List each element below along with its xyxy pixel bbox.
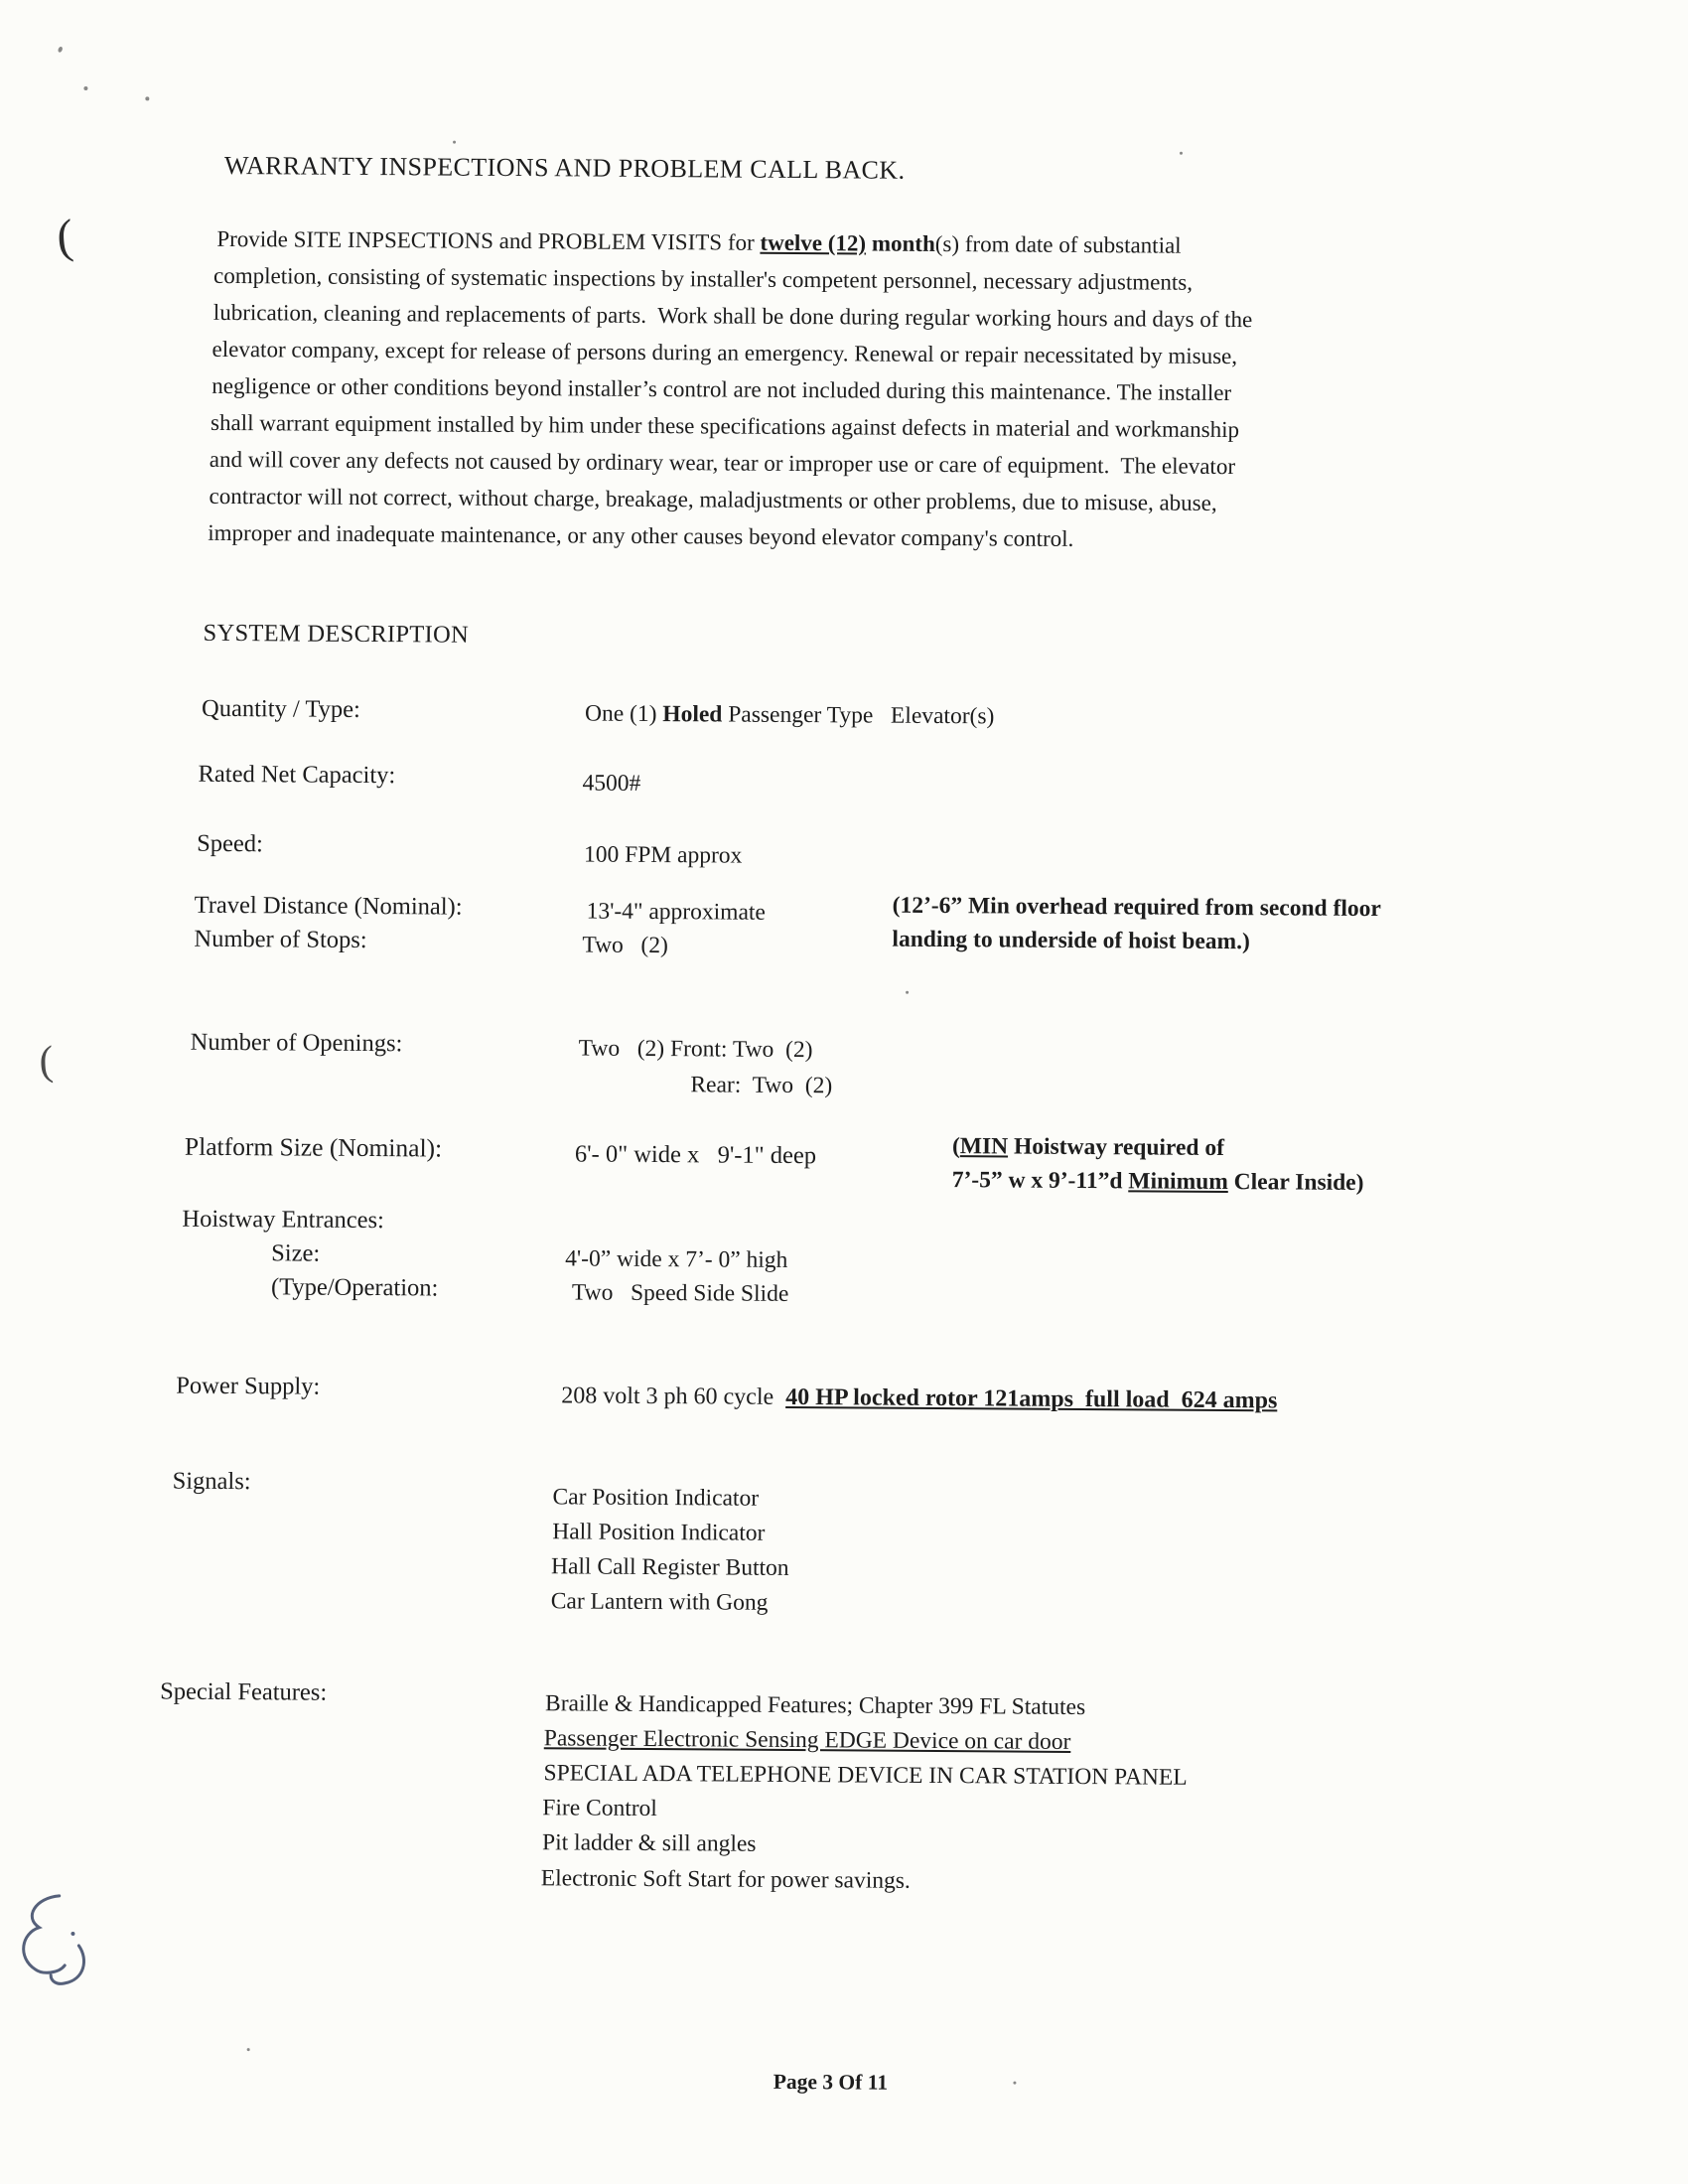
note-text: Clear Inside) xyxy=(1227,1169,1364,1197)
spec-label-special-features: Special Features: xyxy=(160,1677,328,1706)
signal-item: Hall Call Register Button xyxy=(550,1553,789,1581)
spec-value-hoistway-type-operation: Two Speed Side Slide xyxy=(571,1279,789,1307)
spec-note-min-hoistway xyxy=(952,1167,1364,1197)
paragraph-line: negligence or other conditions beyond installer’s control are not included during this maintenance. The installer xyxy=(211,372,1232,406)
binding-mark: ( xyxy=(38,1038,55,1086)
spec-note-overhead: (12’-6” Min overhead required from second floor xyxy=(892,892,1381,923)
spec-label-hoistway-type-operation: (Type/Operation: xyxy=(270,1273,439,1302)
scan-speck xyxy=(58,46,64,53)
spec-label-speed: Speed: xyxy=(197,829,263,858)
paragraph-line: improper and inadequate maintenance, or any other causes beyond elevator company's control. xyxy=(208,519,1074,551)
note-underline-text: MIN xyxy=(959,1133,1009,1160)
value-text: 208 volt 3 ph 60 cycle xyxy=(561,1383,786,1410)
scan-speck xyxy=(83,86,87,90)
scan-speck xyxy=(1180,152,1183,155)
paragraph-text: Provide SITE INPSECTIONS and PROBLEM VISITS for xyxy=(216,225,761,255)
paragraph-line: contractor will not correct, without charge, breakage, maladjustments or other problems, due to misuse, abuse, xyxy=(209,483,1217,515)
spec-value-platform-size: 6'- 0" wide x 9'-1" deep xyxy=(574,1140,817,1170)
spec-value-rated-net-capacity: 4500# xyxy=(582,770,641,797)
value-bold-underline-text: 40 HP locked rotor 121amps full load 624 amps xyxy=(785,1383,1278,1414)
spec-label-quantity-type: Quantity / Type: xyxy=(201,694,360,723)
scan-speck xyxy=(145,96,149,100)
note-text: Hoistway required of xyxy=(1008,1133,1225,1162)
bold-term: month xyxy=(866,230,935,256)
value-bold-text: Holed xyxy=(662,701,723,728)
spec-value-number-of-stops: Two (2) xyxy=(582,932,668,959)
spec-label-platform-size: Platform Size (Nominal): xyxy=(184,1131,443,1163)
signal-item: Car Lantern with Gong xyxy=(550,1588,769,1616)
spec-label-hoistway-entrances: Hoistway Entrances: xyxy=(182,1205,385,1235)
spec-label-signals: Signals: xyxy=(172,1467,251,1496)
paragraph-line: shall warrant equipment installed by him under these specifications against defects in material and workmanship xyxy=(210,409,1240,443)
value-text: Passenger Type Elevator(s) xyxy=(722,701,995,730)
special-feature-item: Electronic Soft Start for power savings. xyxy=(540,1865,911,1894)
document-title: WARRANTY INSPECTIONS AND PROBLEM CALL BACK. xyxy=(223,150,906,185)
paragraph-line: elevator company, except for release of persons during an emergency. Renewal or repair necessitated by misuse, xyxy=(211,336,1238,369)
spec-value-travel-distance: 13'-4" approximate xyxy=(586,898,766,926)
special-feature-item: SPECIAL ADA TELEPHONE DEVICE IN CAR STATION PANEL xyxy=(543,1760,1188,1791)
spec-label-power-supply: Power Supply: xyxy=(176,1372,321,1400)
spec-label-hoistway-size: Size: xyxy=(271,1239,321,1267)
spec-note-overhead: landing to underside of hoist beam.) xyxy=(892,926,1250,955)
special-feature-item: Passenger Electronic Sensing EDGE Device on car door xyxy=(543,1725,1071,1755)
page-number: Page 3 Of 11 xyxy=(773,2069,889,2095)
signal-item: Hall Position Indicator xyxy=(552,1519,766,1546)
paragraph-text: (s) from date of substantial xyxy=(934,230,1182,258)
special-feature-item: Fire Control xyxy=(542,1795,657,1822)
special-feature-item: Pit ladder & sill angles xyxy=(542,1829,757,1857)
binding-mark: ( xyxy=(55,210,75,264)
pen-scribble xyxy=(7,1883,102,1998)
paragraph-line: completion, consisting of systematic inspections by installer's competent personnel, necessary adjustments, xyxy=(213,262,1194,295)
paragraph-line xyxy=(216,226,1181,259)
spec-value-openings-rear: Rear: Two (2) xyxy=(690,1072,833,1099)
note-text: 7’-5” w x 9’-11”d xyxy=(951,1167,1129,1195)
spec-value-openings-front: Two (2) Front: Two (2) xyxy=(578,1035,813,1064)
paragraph-line: and will cover any defects not caused by ordinary wear, tear or improper use or care of equipment. The elevator xyxy=(209,446,1236,480)
spec-value-speed: 100 FPM approx xyxy=(583,841,743,869)
value-text: One (1) xyxy=(584,700,663,728)
scan-speck xyxy=(906,991,909,994)
emphasized-term: twelve (12) xyxy=(760,229,867,256)
spec-value-quantity-type xyxy=(585,701,995,731)
spec-label-travel-distance: Travel Distance (Nominal): xyxy=(194,891,463,921)
spec-label-number-of-stops: Number of Stops: xyxy=(194,925,367,953)
signal-item: Car Position Indicator xyxy=(552,1484,760,1512)
spec-value-hoistway-size: 4'-0” wide x 7’- 0” high xyxy=(565,1245,788,1273)
spec-label-rated-net-capacity: Rated Net Capacity: xyxy=(198,760,396,790)
note-underline-text: Minimum xyxy=(1128,1168,1228,1196)
spec-note-min-hoistway xyxy=(952,1133,1224,1162)
note-text: ( xyxy=(951,1133,960,1160)
spec-label-number-of-openings: Number of Openings: xyxy=(190,1028,403,1058)
section-heading: SYSTEM DESCRIPTION xyxy=(203,619,470,649)
special-feature-item: Braille & Handicapped Features; Chapter 399 FL Statutes xyxy=(544,1690,1086,1721)
scan-speck xyxy=(453,141,456,144)
spec-value-power-supply xyxy=(561,1383,1277,1414)
scan-speck xyxy=(247,2048,250,2051)
paragraph-line: lubrication, cleaning and replacements of parts. Work shall be done during regular working hours and days of the xyxy=(212,299,1253,333)
